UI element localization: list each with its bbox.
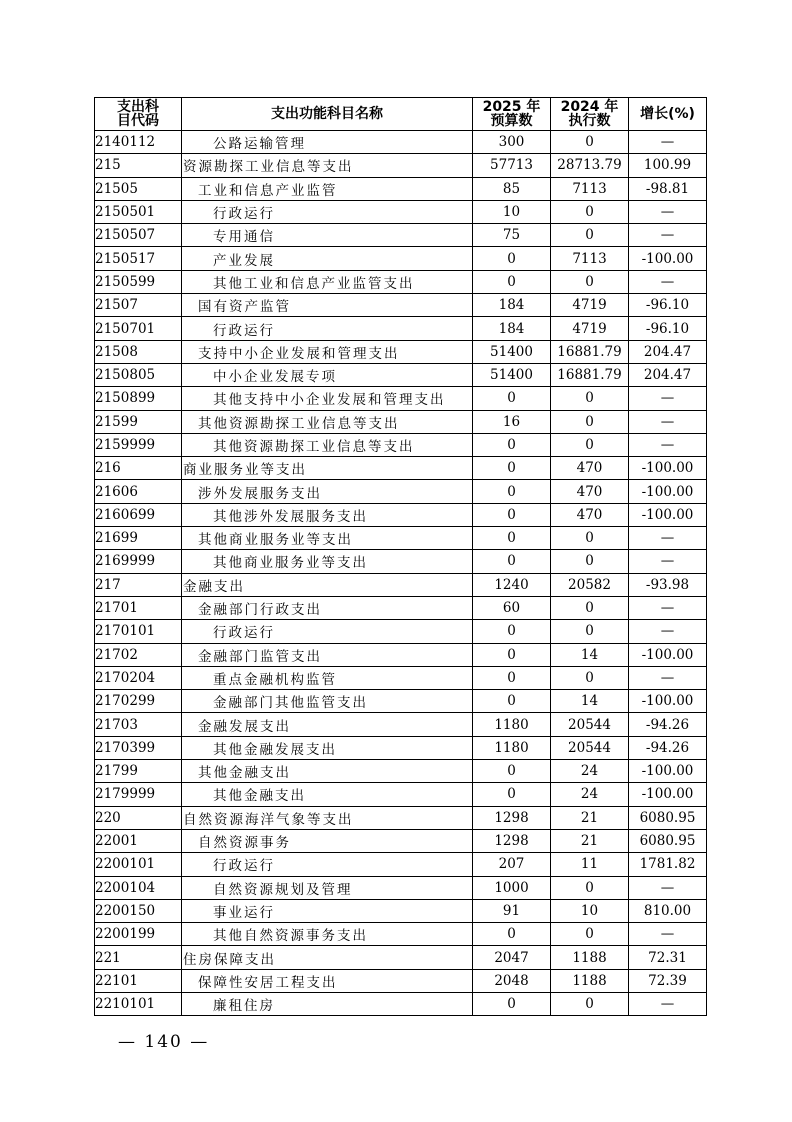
growth-cell: -100.00 — [629, 783, 707, 806]
budget-table — [94, 97, 707, 1016]
code-cell: 216 — [95, 457, 182, 480]
actual-cell: 20544 — [551, 713, 629, 736]
code-cell: 2170299 — [95, 690, 182, 713]
growth-cell: -100.00 — [629, 503, 707, 526]
name-cell: 国有资产监管 — [182, 294, 473, 317]
budget-cell: 0 — [473, 247, 551, 270]
growth-cell: 72.39 — [629, 969, 707, 992]
table-row — [95, 829, 707, 852]
budget-cell: 0 — [473, 643, 551, 666]
actual-cell: 1188 — [551, 969, 629, 992]
table-row — [95, 876, 707, 899]
budget-cell: 1298 — [473, 806, 551, 829]
actual-cell: 16881.79 — [551, 340, 629, 363]
page-number: — 140 — — [118, 1032, 210, 1052]
name-cell: 住房保障支出 — [182, 946, 473, 969]
table-row — [95, 340, 707, 363]
actual-cell: 14 — [551, 643, 629, 666]
actual-cell: 470 — [551, 480, 629, 503]
code-cell: 21799 — [95, 760, 182, 783]
actual-cell: 24 — [551, 760, 629, 783]
code-cell: 21507 — [95, 294, 182, 317]
code-cell: 2150599 — [95, 270, 182, 293]
table-row — [95, 410, 707, 433]
actual-cell: 0 — [551, 992, 629, 1015]
actual-cell: 28713.79 — [551, 154, 629, 177]
table-row — [95, 666, 707, 689]
code-cell: 217 — [95, 573, 182, 596]
growth-cell: — — [629, 270, 707, 293]
code-cell: 2159999 — [95, 433, 182, 456]
table-row — [95, 363, 707, 386]
name-cell: 工业和信息产业监管 — [182, 177, 473, 200]
actual-cell: 0 — [551, 433, 629, 456]
header-budget — [473, 98, 551, 131]
table-row — [95, 853, 707, 876]
name-cell: 支持中小企业发展和管理支出 — [182, 340, 473, 363]
growth-cell: -100.00 — [629, 760, 707, 783]
table-row — [95, 247, 707, 270]
growth-cell: — — [629, 410, 707, 433]
growth-cell: -94.26 — [629, 736, 707, 759]
table-row — [95, 946, 707, 969]
budget-cell: 207 — [473, 853, 551, 876]
code-cell: 21703 — [95, 713, 182, 736]
growth-cell: 810.00 — [629, 899, 707, 922]
code-cell: 21508 — [95, 340, 182, 363]
actual-cell: 0 — [551, 270, 629, 293]
budget-cell: 0 — [473, 457, 551, 480]
table-row — [95, 200, 707, 223]
budget-cell: 1000 — [473, 876, 551, 899]
budget-cell: 51400 — [473, 340, 551, 363]
name-cell: 其他商业服务业等支出 — [182, 527, 473, 550]
actual-cell: 10 — [551, 899, 629, 922]
table-row — [95, 969, 707, 992]
code-cell: 2150501 — [95, 200, 182, 223]
name-cell: 其他涉外发展服务支出 — [182, 503, 473, 526]
code-cell: 2150517 — [95, 247, 182, 270]
actual-cell: 0 — [551, 131, 629, 154]
header-name: 支出功能科目名称 — [182, 98, 473, 131]
table-row — [95, 690, 707, 713]
budget-cell: 0 — [473, 923, 551, 946]
name-cell: 其他商业服务业等支出 — [182, 550, 473, 573]
table-row — [95, 457, 707, 480]
header-budget-line1: 2025 年 — [482, 99, 541, 115]
growth-cell: — — [629, 620, 707, 643]
budget-cell: 51400 — [473, 363, 551, 386]
table-row — [95, 550, 707, 573]
name-cell: 事业运行 — [182, 899, 473, 922]
budget-cell: 91 — [473, 899, 551, 922]
name-cell: 其他自然资源事务支出 — [182, 923, 473, 946]
name-cell: 其他资源勘探工业信息等支出 — [182, 433, 473, 456]
budget-cell: 0 — [473, 666, 551, 689]
growth-cell: -94.26 — [629, 713, 707, 736]
code-cell: 21505 — [95, 177, 182, 200]
name-cell: 其他金融支出 — [182, 760, 473, 783]
table-row — [95, 713, 707, 736]
budget-cell: 1298 — [473, 829, 551, 852]
growth-cell: -100.00 — [629, 690, 707, 713]
code-cell: 22101 — [95, 969, 182, 992]
code-cell: 2150899 — [95, 387, 182, 410]
table-row — [95, 503, 707, 526]
growth-cell: -96.10 — [629, 294, 707, 317]
code-cell: 215 — [95, 154, 182, 177]
growth-cell: -100.00 — [629, 457, 707, 480]
budget-cell: 0 — [473, 620, 551, 643]
code-cell: 21599 — [95, 410, 182, 433]
header-budget-line2: 预算数 — [490, 113, 533, 129]
budget-table-container — [94, 97, 707, 1016]
actual-cell: 7113 — [551, 177, 629, 200]
actual-cell: 470 — [551, 457, 629, 480]
growth-cell: — — [629, 992, 707, 1015]
name-cell: 行政运行 — [182, 200, 473, 223]
table-row — [95, 596, 707, 619]
table-row — [95, 806, 707, 829]
code-cell: 2170399 — [95, 736, 182, 759]
budget-cell: 2048 — [473, 969, 551, 992]
actual-cell: 4719 — [551, 317, 629, 340]
name-cell: 产业发展 — [182, 247, 473, 270]
budget-cell: 0 — [473, 992, 551, 1015]
code-cell: 2150805 — [95, 363, 182, 386]
name-cell: 金融部门行政支出 — [182, 596, 473, 619]
table-header-row — [95, 98, 707, 131]
budget-cell: 0 — [473, 270, 551, 293]
growth-cell: 204.47 — [629, 363, 707, 386]
budget-cell: 60 — [473, 596, 551, 619]
name-cell: 涉外发展服务支出 — [182, 480, 473, 503]
name-cell: 其他金融支出 — [182, 783, 473, 806]
growth-cell: — — [629, 224, 707, 247]
growth-cell: -96.10 — [629, 317, 707, 340]
budget-cell: 0 — [473, 480, 551, 503]
code-cell: 21701 — [95, 596, 182, 619]
actual-cell: 0 — [551, 550, 629, 573]
growth-cell: 204.47 — [629, 340, 707, 363]
actual-cell: 0 — [551, 527, 629, 550]
table-row — [95, 131, 707, 154]
name-cell: 公路运输管理 — [182, 131, 473, 154]
actual-cell: 0 — [551, 666, 629, 689]
budget-cell: 0 — [473, 527, 551, 550]
name-cell: 金融部门其他监管支出 — [182, 690, 473, 713]
name-cell: 其他资源勘探工业信息等支出 — [182, 410, 473, 433]
name-cell: 廉租住房 — [182, 992, 473, 1015]
budget-cell: 184 — [473, 294, 551, 317]
name-cell: 自然资源事务 — [182, 829, 473, 852]
budget-cell: 184 — [473, 317, 551, 340]
growth-cell: 6080.95 — [629, 829, 707, 852]
actual-cell: 21 — [551, 806, 629, 829]
growth-cell: -93.98 — [629, 573, 707, 596]
growth-cell: 1781.82 — [629, 853, 707, 876]
growth-cell: — — [629, 666, 707, 689]
code-cell: 21699 — [95, 527, 182, 550]
budget-cell: 0 — [473, 387, 551, 410]
name-cell: 其他金融发展支出 — [182, 736, 473, 759]
code-cell: 2150701 — [95, 317, 182, 340]
table-row — [95, 527, 707, 550]
budget-cell: 0 — [473, 503, 551, 526]
growth-cell: — — [629, 596, 707, 619]
growth-cell: — — [629, 387, 707, 410]
growth-cell: — — [629, 131, 707, 154]
code-cell: 2200101 — [95, 853, 182, 876]
actual-cell: 0 — [551, 200, 629, 223]
table-row — [95, 620, 707, 643]
name-cell: 行政运行 — [182, 317, 473, 340]
table-row — [95, 224, 707, 247]
table-row — [95, 736, 707, 759]
code-cell: 2200150 — [95, 899, 182, 922]
table-row — [95, 387, 707, 410]
code-cell: 22001 — [95, 829, 182, 852]
table-row — [95, 480, 707, 503]
actual-cell: 21 — [551, 829, 629, 852]
budget-cell: 75 — [473, 224, 551, 247]
budget-cell: 0 — [473, 760, 551, 783]
actual-cell: 20582 — [551, 573, 629, 596]
growth-cell: 72.31 — [629, 946, 707, 969]
growth-cell: — — [629, 923, 707, 946]
actual-cell: 11 — [551, 853, 629, 876]
growth-cell: -100.00 — [629, 643, 707, 666]
table-row — [95, 154, 707, 177]
growth-cell: -98.81 — [629, 177, 707, 200]
header-actual — [551, 98, 629, 131]
actual-cell: 7113 — [551, 247, 629, 270]
header-actual-line1: 2024 年 — [560, 99, 619, 115]
table-body — [95, 131, 707, 1016]
table-row — [95, 573, 707, 596]
budget-cell: 0 — [473, 783, 551, 806]
code-cell: 21702 — [95, 643, 182, 666]
name-cell: 重点金融机构监管 — [182, 666, 473, 689]
name-cell: 商业服务业等支出 — [182, 457, 473, 480]
growth-cell: — — [629, 200, 707, 223]
table-row — [95, 317, 707, 340]
growth-cell: 100.99 — [629, 154, 707, 177]
code-cell: 221 — [95, 946, 182, 969]
actual-cell: 0 — [551, 596, 629, 619]
actual-cell: 0 — [551, 410, 629, 433]
name-cell: 中小企业发展专项 — [182, 363, 473, 386]
header-code-line1: 支出科 — [117, 99, 159, 115]
table-row — [95, 433, 707, 456]
table-row — [95, 294, 707, 317]
name-cell: 专用通信 — [182, 224, 473, 247]
header-code — [95, 98, 182, 131]
growth-cell: — — [629, 876, 707, 899]
name-cell: 自然资源海洋气象等支出 — [182, 806, 473, 829]
actual-cell: 470 — [551, 503, 629, 526]
growth-cell: — — [629, 527, 707, 550]
growth-cell: — — [629, 433, 707, 456]
code-cell: 2179999 — [95, 783, 182, 806]
budget-cell: 2047 — [473, 946, 551, 969]
budget-cell: 1180 — [473, 736, 551, 759]
actual-cell: 0 — [551, 387, 629, 410]
table-row — [95, 783, 707, 806]
code-cell: 2210101 — [95, 992, 182, 1015]
table-row — [95, 923, 707, 946]
budget-cell: 0 — [473, 690, 551, 713]
growth-cell: -100.00 — [629, 247, 707, 270]
name-cell: 行政运行 — [182, 620, 473, 643]
actual-cell: 0 — [551, 224, 629, 247]
actual-cell: 20544 — [551, 736, 629, 759]
budget-cell: 1240 — [473, 573, 551, 596]
budget-cell: 16 — [473, 410, 551, 433]
actual-cell: 24 — [551, 783, 629, 806]
code-cell: 2169999 — [95, 550, 182, 573]
table-row — [95, 177, 707, 200]
table-row — [95, 992, 707, 1015]
name-cell: 金融发展支出 — [182, 713, 473, 736]
table-row — [95, 899, 707, 922]
actual-cell: 4719 — [551, 294, 629, 317]
name-cell: 金融支出 — [182, 573, 473, 596]
actual-cell: 16881.79 — [551, 363, 629, 386]
code-cell: 21606 — [95, 480, 182, 503]
code-cell: 2150507 — [95, 224, 182, 247]
table-row — [95, 760, 707, 783]
name-cell: 资源勘探工业信息等支出 — [182, 154, 473, 177]
header-growth: 增长(%) — [629, 98, 707, 131]
name-cell: 其他工业和信息产业监管支出 — [182, 270, 473, 293]
budget-cell: 300 — [473, 131, 551, 154]
table-row — [95, 643, 707, 666]
code-cell: 2160699 — [95, 503, 182, 526]
growth-cell: 6080.95 — [629, 806, 707, 829]
name-cell: 自然资源规划及管理 — [182, 876, 473, 899]
actual-cell: 0 — [551, 876, 629, 899]
name-cell: 行政运行 — [182, 853, 473, 876]
actual-cell: 0 — [551, 620, 629, 643]
budget-cell: 1180 — [473, 713, 551, 736]
actual-cell: 0 — [551, 923, 629, 946]
budget-cell: 85 — [473, 177, 551, 200]
name-cell: 金融部门监管支出 — [182, 643, 473, 666]
code-cell: 2170101 — [95, 620, 182, 643]
budget-cell: 10 — [473, 200, 551, 223]
growth-cell: -100.00 — [629, 480, 707, 503]
name-cell: 保障性安居工程支出 — [182, 969, 473, 992]
budget-cell: 57713 — [473, 154, 551, 177]
code-cell: 220 — [95, 806, 182, 829]
code-cell: 2170204 — [95, 666, 182, 689]
header-code-line2: 目代码 — [117, 113, 159, 129]
growth-cell: — — [629, 550, 707, 573]
budget-cell: 0 — [473, 550, 551, 573]
code-cell: 2200199 — [95, 923, 182, 946]
code-cell: 2140112 — [95, 131, 182, 154]
header-actual-line2: 执行数 — [568, 113, 611, 129]
name-cell: 其他支持中小企业发展和管理支出 — [182, 387, 473, 410]
actual-cell: 14 — [551, 690, 629, 713]
code-cell: 2200104 — [95, 876, 182, 899]
budget-cell: 0 — [473, 433, 551, 456]
actual-cell: 1188 — [551, 946, 629, 969]
table-row — [95, 270, 707, 293]
